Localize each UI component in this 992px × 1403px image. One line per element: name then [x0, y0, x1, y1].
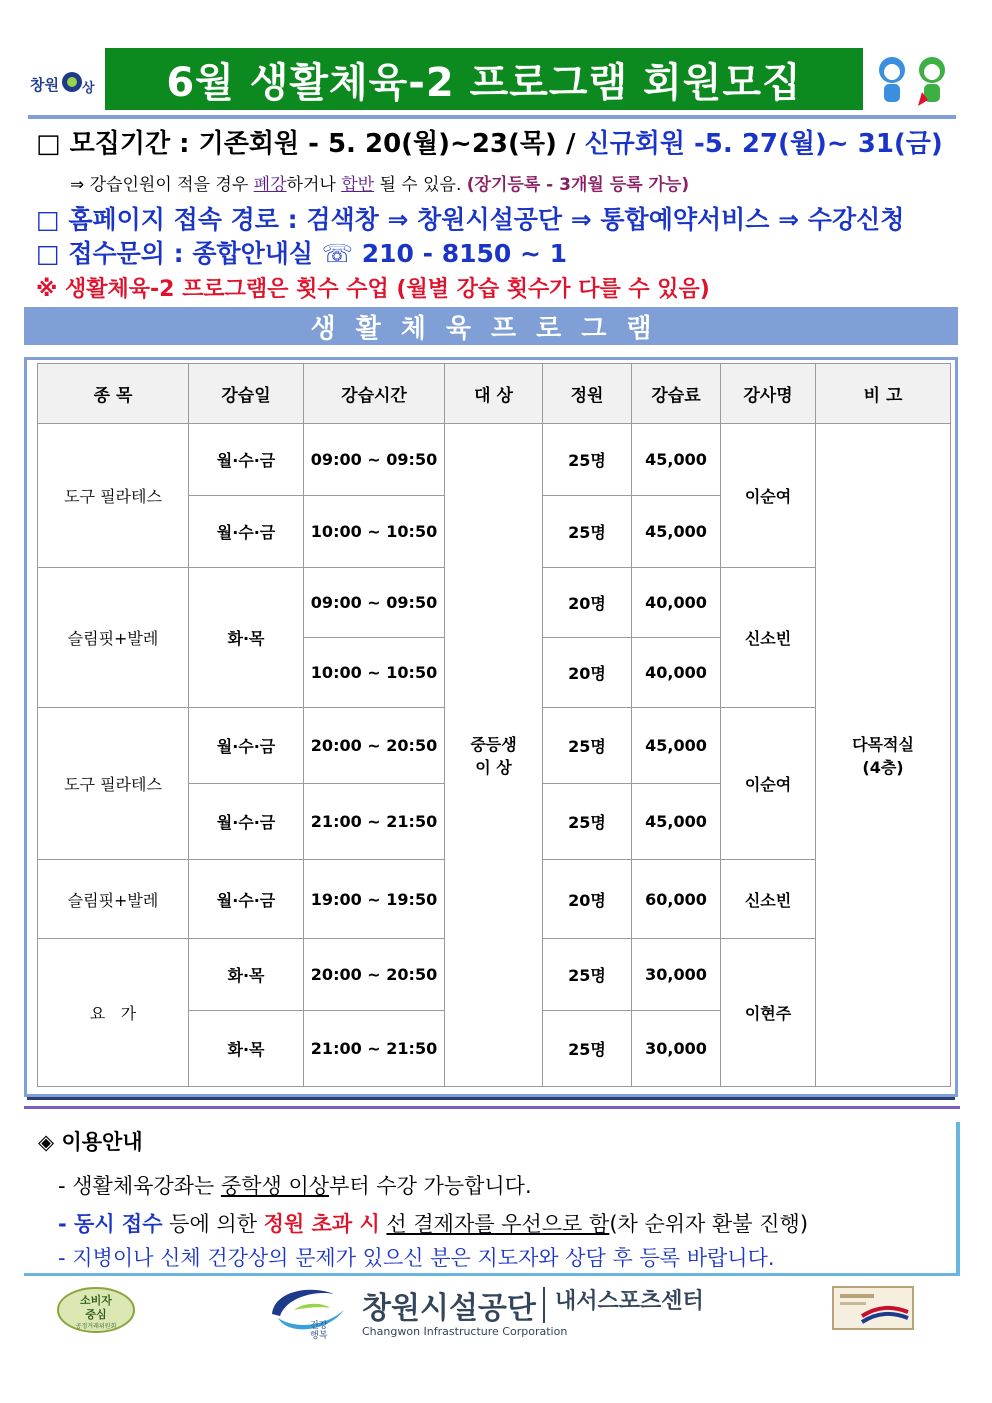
- fee: 60,000: [632, 860, 721, 939]
- instructor: 신소빈: [721, 860, 816, 939]
- instructor: 신소빈: [721, 568, 816, 708]
- guide-bottom-divider: [24, 1273, 960, 1276]
- class-time: 19:00 ~ 19:50: [304, 860, 445, 939]
- instructor: 이순여: [721, 424, 816, 568]
- session-warning: ※ 생활체육-2 프로그램은 횟수 수업 (월별 강습 횟수가 다를 수 있음): [36, 277, 710, 302]
- schedule-table-frame: [24, 357, 958, 1097]
- class-days: 화·목: [189, 939, 304, 1011]
- fee: 45,000: [632, 424, 721, 496]
- usage-guide: [24, 1122, 960, 1274]
- svg-text:상: 상: [82, 81, 95, 96]
- recruit-period: □ 모집기간 : 기존회원 - 5. 20(월)~23(목) / 신규회원 -5. 27(월)~ 31(금): [36, 129, 943, 159]
- class-time: 10:00 ~ 10:50: [304, 638, 445, 708]
- guide-title: ◈ 이용안내: [38, 1130, 143, 1154]
- program-name: 도구 필라테스: [38, 708, 189, 860]
- consumer-badge-icon: [56, 1286, 136, 1334]
- header-target: 대 상: [445, 364, 543, 424]
- schedule-table: [37, 363, 951, 1087]
- capacity: 25명: [543, 708, 632, 784]
- fee: 40,000: [632, 638, 721, 708]
- instructor: 이순여: [721, 708, 816, 860]
- fee: 45,000: [632, 708, 721, 784]
- target-cell: 중등생 이 상: [445, 424, 543, 1087]
- header-capacity: 정원: [543, 364, 632, 424]
- class-days: 월·수·금: [189, 496, 304, 568]
- footer-divider: [543, 1287, 545, 1323]
- section-title: 생활체육프로그램: [24, 307, 958, 345]
- capacity: 20명: [543, 860, 632, 939]
- class-time: 09:00 ~ 09:50: [304, 568, 445, 638]
- center-name: 내서스포츠센터: [555, 1289, 704, 1314]
- capacity: 20명: [543, 568, 632, 638]
- guide-line-age: - 생활체육강좌는 중학생 이상부터 수강 가능합니다.: [58, 1174, 532, 1198]
- class-days: 월·수·금: [189, 424, 304, 496]
- svg-text:행복: 행복: [310, 1331, 328, 1340]
- page-title: 6월 생활체육-2 프로그램 회원모집: [105, 48, 863, 110]
- svg-text:중심: 중심: [85, 1308, 107, 1321]
- capacity: 25명: [543, 1011, 632, 1087]
- fee: 30,000: [632, 1011, 721, 1087]
- fee: 45,000: [632, 784, 721, 860]
- header-note: 비 고: [816, 364, 951, 424]
- class-note: ⇒ 강습인원이 적을 경우 폐강하거나 합반 될 수 있음. (장기등록 - 3개월 등록 가능): [70, 175, 690, 195]
- table-row: [38, 424, 951, 496]
- class-days: 월·수·금: [189, 784, 304, 860]
- mascot-icon: [872, 52, 956, 110]
- org-name-en: Changwon Infrastructure Corporation: [362, 1325, 568, 1338]
- fee: 45,000: [632, 496, 721, 568]
- class-days: 월·수·금: [189, 708, 304, 784]
- corporation-logo-icon: [264, 1280, 354, 1340]
- capacity: 25명: [543, 496, 632, 568]
- note-cell: 다목적실 (4층): [816, 424, 951, 1087]
- capacity: 25명: [543, 784, 632, 860]
- class-time: 21:00 ~ 21:50: [304, 784, 445, 860]
- fee: 30,000: [632, 939, 721, 1011]
- fee: 40,000: [632, 568, 721, 638]
- header-days: 강습일: [189, 364, 304, 424]
- svg-text:공정거래위원회: 공정거래위원회: [75, 1323, 117, 1330]
- table-header-row: [38, 364, 951, 424]
- svg-text:건강: 건강: [310, 1321, 328, 1331]
- program-name: 슬림핏+발레: [38, 860, 189, 939]
- homepage-path: □ 홈페이지 접속 경로 : 검색창 ⇒ 창원시설공단 ⇒ 통합예약서비스 ⇒ 수강신청: [36, 205, 905, 234]
- capacity: 25명: [543, 424, 632, 496]
- header-fee: 강습료: [632, 364, 721, 424]
- guide-divider: [24, 1106, 960, 1109]
- contact-info: □ 접수문의 : 종합안내실 ☏ 210 - 8150 ~ 1: [36, 239, 568, 268]
- program-name: 도구 필라테스: [38, 424, 189, 568]
- guide-line-health: - 지병이나 신체 건강상의 문제가 있으신 분은 지도자와 상담 후 등록 바랍니다.: [58, 1246, 775, 1270]
- class-time: 10:00 ~ 10:50: [304, 496, 445, 568]
- org-name: 창원시설공단: [362, 1291, 536, 1326]
- class-days: 화·목: [189, 1011, 304, 1087]
- header-divider: [28, 115, 956, 119]
- header-time: 강습시간: [304, 364, 445, 424]
- city-logo: [28, 56, 102, 108]
- class-time: 21:00 ~ 21:50: [304, 1011, 445, 1087]
- program-name: 슬림핏+발레: [38, 568, 189, 708]
- period-new: 신규회원 -5. 27(월)~ 31(금): [584, 129, 943, 159]
- class-days: 화·목: [189, 568, 304, 708]
- class-time: 20:00 ~ 20:50: [304, 708, 445, 784]
- instructor: 이현주: [721, 939, 816, 1087]
- period-existing: 기존회원 - 5. 20(월)~23(목): [198, 129, 557, 159]
- class-days: 월·수·금: [189, 860, 304, 939]
- header-instructor: 강사명: [721, 364, 816, 424]
- svg-text:창원: 창원: [30, 76, 59, 94]
- guide-line-priority: - 동시 접수 등에 의한 정원 초과 시 선 결제자를 우선으로 함(차 순위자 환불 진행): [58, 1212, 809, 1236]
- header-program: 종 목: [38, 364, 189, 424]
- capacity: 20명: [543, 638, 632, 708]
- program-name: 요 가: [38, 939, 189, 1087]
- class-time: 09:00 ~ 09:50: [304, 424, 445, 496]
- certification-mark-icon: [832, 1286, 914, 1330]
- class-time: 20:00 ~ 20:50: [304, 939, 445, 1011]
- svg-text:소비자: 소비자: [80, 1294, 112, 1307]
- capacity: 25명: [543, 939, 632, 1011]
